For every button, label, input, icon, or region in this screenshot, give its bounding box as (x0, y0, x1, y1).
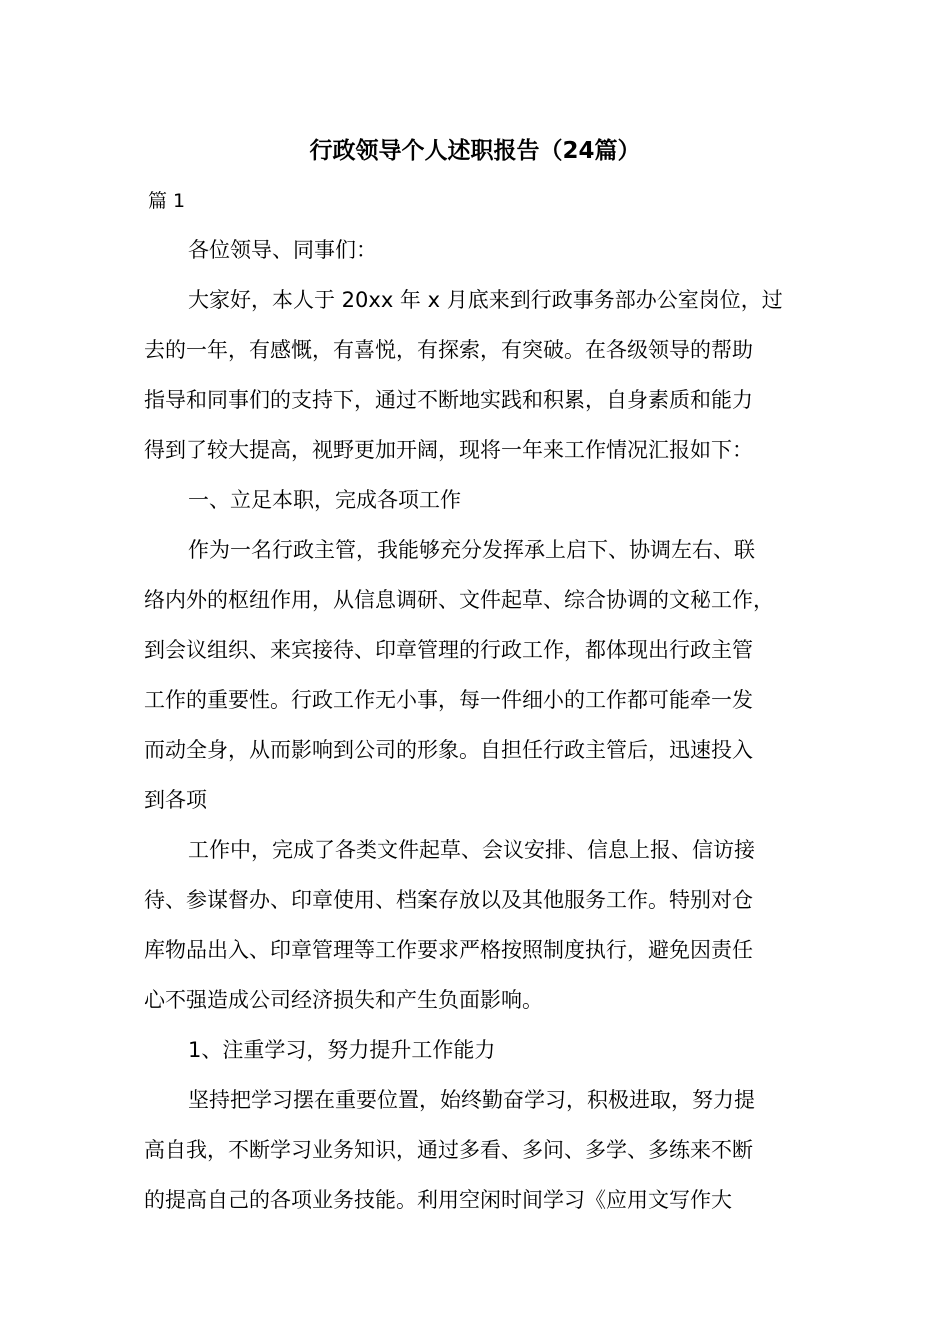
body-line: 待、参谋督办、印章使用、档案存放以及其他服务工作。特别对仓 (144, 888, 753, 912)
body-line: 各位领导、同事们： (188, 238, 377, 262)
body-line: 络内外的枢纽作用，从信息调研、文件起草、综合协调的文秘工作， (144, 588, 774, 612)
body-line: 一、立足本职，完成各项工作 (188, 488, 461, 512)
body-line: 1、注重学习，努力提升工作能力 (188, 1038, 496, 1062)
body-line: 心不强造成公司经济损失和产生负面影响。 (144, 988, 543, 1012)
body-line: 而动全身，从而影响到公司的形象。自担任行政主管后，迅速投入 (144, 738, 753, 762)
body-line: 到会议组织、来宾接待、印章管理的行政工作，都体现出行政主管 (144, 638, 753, 662)
body-line: 作为一名行政主管，我能够充分发挥承上启下、协调左右、联 (188, 538, 755, 562)
body-line: 的提高自己的各项业务技能。利用空闲时间学习《应用文写作大 (144, 1188, 732, 1212)
document-title: 行政领导个人述职报告（24篇） (309, 138, 641, 164)
body-line: 到各项 (144, 788, 207, 812)
document-body (144, 225, 824, 1225)
body-line: 大家好，本人于 20xx 年 x 月底来到行政事务部办公室岗位，过 (188, 288, 783, 312)
body-line: 工作的重要性。行政工作无小事，每一件细小的工作都可能牵一发 (144, 688, 753, 712)
body-line: 库物品出入、印章管理等工作要求严格按照制度执行，避免因责任 (144, 938, 753, 962)
body-line: 坚持把学习摆在重要位置，始终勤奋学习，积极进取，努力提 (188, 1088, 755, 1112)
section-label: 篇 1 (148, 190, 186, 212)
body-line: 指导和同事们的支持下，通过不断地实践和积累，自身素质和能力 (144, 388, 753, 412)
body-line: 去的一年，有感慨，有喜悦，有探索，有突破。在各级领导的帮助 (144, 338, 753, 362)
body-line: 得到了较大提高，视野更加开阔，现将一年来工作情况汇报如下： (144, 438, 753, 462)
body-line: 工作中，完成了各类文件起草、会议安排、信息上报、信访接 (188, 838, 755, 862)
body-line: 高自我，不断学习业务知识，通过多看、多问、多学、多练来不断 (144, 1138, 753, 1162)
